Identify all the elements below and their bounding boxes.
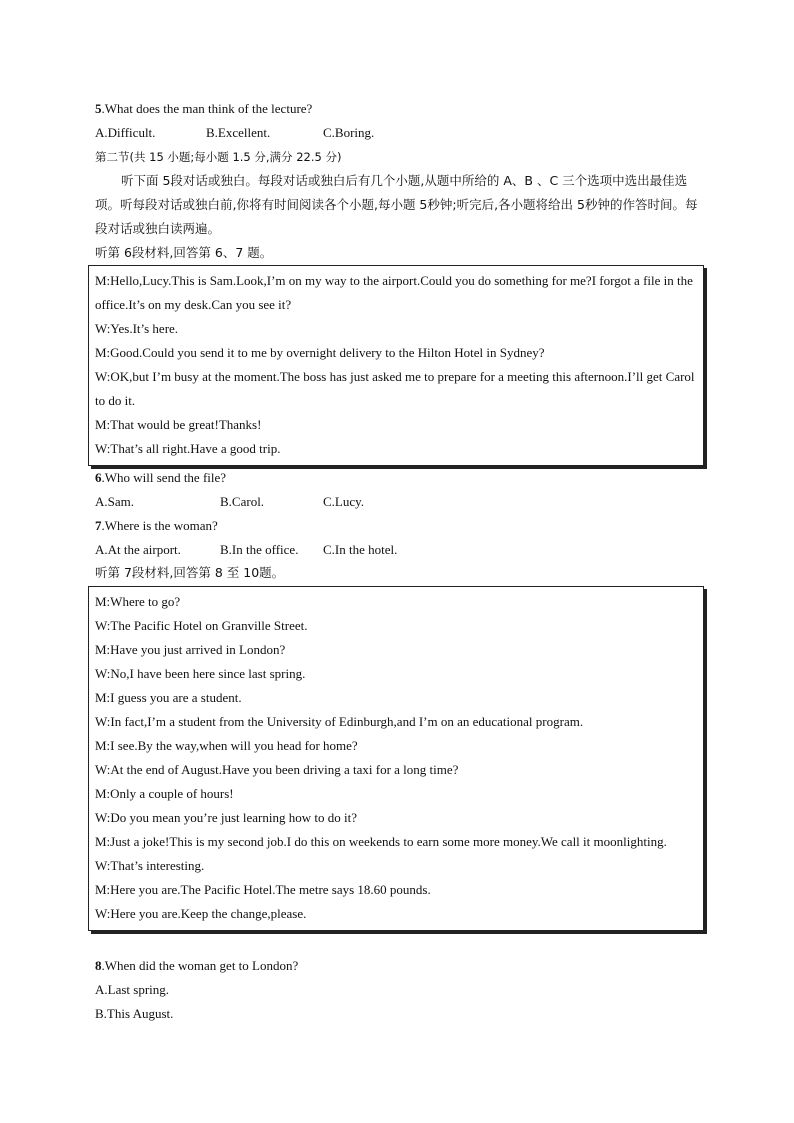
question-stem: .Who will send the file?: [101, 470, 227, 485]
question-7-options: [95, 542, 715, 558]
question-6: [95, 470, 226, 486]
transcript-line: W:Here you are.Keep the change,please.: [95, 906, 307, 921]
option-c: C.Lucy.: [323, 494, 365, 509]
transcript-line: W:OK,but I’m busy at the moment.The boss has just asked me to prepare for a meeting this afternoon.I’ll get Carol to do it.: [95, 369, 695, 408]
question-stem: .Where is the woman?: [101, 518, 218, 533]
transcript-line: M:Hello,Lucy.This is Sam.Look,I’m on my way to the airport.Could you do something for me?I forgot a file in the office.It’s on my desk.Can you see it?: [95, 273, 693, 312]
transcript-line: M:Here you are.The Pacific Hotel.The metre says 18.60 pounds.: [95, 882, 431, 897]
option-a: A.Last spring.: [95, 982, 170, 997]
option-b: B.In the office.: [220, 542, 299, 557]
option-a: A.At the airport.: [95, 542, 181, 557]
question-6-options: [95, 494, 715, 510]
transcript-line: M:Have you just arrived in London?: [95, 642, 286, 657]
option-c: C.Boring.: [323, 125, 375, 140]
question-5-options: [95, 125, 715, 141]
question-number: 7: [95, 518, 102, 533]
material-intro-6: 听第 6段材料,回答第 6、7 题。: [95, 245, 273, 260]
transcript-line: W:That’s all right.Have a good trip.: [95, 441, 281, 456]
section-instructions: 听下面 5段对话或独白。每段对话或独白后有几个小题,从题中所给的 A、B 、C 三个选项中选出最佳选项。听每段对话或独白前,你将有时间阅读各个小题,每小题 5秒钟;听完后,各小题将给出 5秒钟的作答时间。每段对话或独白读两遍。: [95, 173, 698, 236]
option-a: A.Difficult.: [95, 125, 156, 140]
question-7: [95, 518, 218, 534]
transcript-line: M:That would be great!Thanks!: [95, 417, 262, 432]
transcript-line: W:In fact,I’m a student from the University of Edinburgh,and I’m on an educational program.: [95, 714, 584, 729]
material-intro-7: 听第 7段材料,回答第 8 至 10题。: [95, 565, 285, 580]
option-b: B.Carol.: [220, 494, 265, 509]
option-a: A.Sam.: [95, 494, 134, 509]
question-5: [95, 101, 312, 117]
option-c: C.In the hotel.: [323, 542, 398, 557]
transcript-box-6: [88, 265, 704, 466]
transcript-line: W:Do you mean you’re just learning how to do it?: [95, 810, 357, 825]
transcript-line: M:Where to go?: [95, 594, 181, 609]
transcript-line: M:I guess you are a student.: [95, 690, 242, 705]
transcript-box-7: [88, 586, 704, 931]
question-stem: .When did the woman get to London?: [101, 958, 299, 973]
transcript-line: M:Only a couple of hours!: [95, 786, 234, 801]
transcript-line: M:Good.Could you send it to me by overnight delivery to the Hilton Hotel in Sydney?: [95, 345, 545, 360]
transcript-line: M:I see.By the way,when will you head for home?: [95, 738, 358, 753]
question-8: [95, 958, 298, 974]
question-number: 5: [95, 101, 102, 116]
transcript-line: W:Yes.It’s here.: [95, 321, 179, 336]
transcript-line: W:The Pacific Hotel on Granville Street.: [95, 618, 308, 633]
transcript-line: W:No,I have been here since last spring.: [95, 666, 306, 681]
transcript-line: W:That’s interesting.: [95, 858, 205, 873]
transcript-line: W:At the end of August.Have you been driving a taxi for a long time?: [95, 762, 459, 777]
section-heading: 第二节(共 15 小题;每小题 1.5 分,满分 22.5 分): [95, 150, 342, 164]
option-b: B.This August.: [95, 1006, 174, 1021]
transcript-line: M:Just a joke!This is my second job.I do this on weekends to earn some more money.We call it moonlighting.: [95, 834, 667, 849]
question-stem: .What does the man think of the lecture?: [101, 101, 313, 116]
question-number: 8: [95, 958, 102, 973]
question-number: 6: [95, 470, 102, 485]
option-b: B.Excellent.: [206, 125, 271, 140]
